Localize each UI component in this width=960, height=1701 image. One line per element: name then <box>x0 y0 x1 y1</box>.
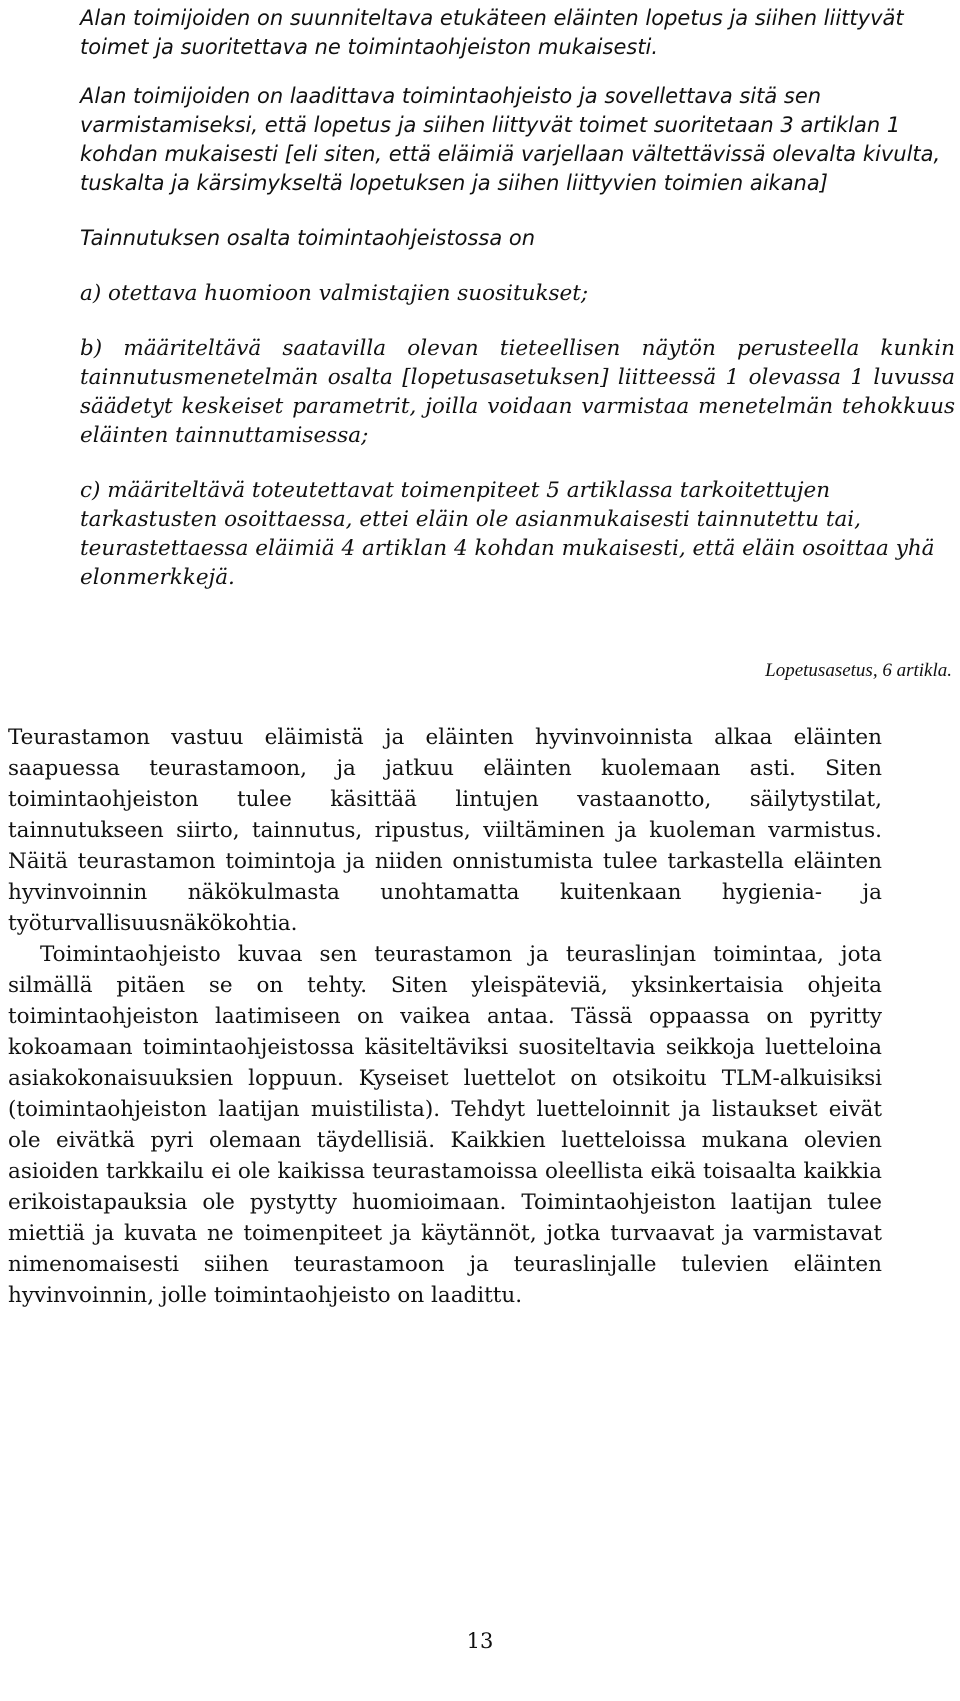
body-paragraph-1: Teurastamon vastuu eläimistä ja eläinten hyvinvoinnista alkaa eläinten saapuessa teurastamoon, ja jatkuu eläinten kuolemaan asti. Siten toimintaohjeiston tulee käsittää lintujen vastaanotto, säilytystilat, tainnutukseen siirto, tainnutus, ripustus, viiltäminen ja kuoleman varmistus. Näitä teurastamon toimintoja ja niiden onnistumista tulee tarkastella eläinten hyvinvoinnin näkökulmasta unohtamatta kuitenkaan hygienia- ja työturvallisuusnäkökohtia. <box>8 725 882 936</box>
quote-item-a: a) otettava huomioon valmistajien suositukset; <box>80 281 589 306</box>
body-paragraph-2: Toimintaohjeisto kuvaa sen teurastamon ja teuraslinjan toimintaa, jota silmällä pitäen se on tehty. Siten yleispäteviä, yksinkertaisia ohjeita toimintaohjeiston laatimiseen on vaikea antaa. Tässä oppaassa on pyritty kokoamaan toimintaohjeistossa käsiteltäviksi suositeltavia seikkoja luetteloina asiakokonaisuuksien loppuun. Kyseiset luettelot on otsikoitu TLM-alkuisiksi (toimintaohjeiston laatijan muistilista). Tehdyt luetteloinnit ja listaukset eivät ole eivätkä pyri olemaan täydellisiä. Kaikkien luetteloissa mukana olevien asioiden tarkkailu ei ole kaikissa teurastamoissa oleellista eikä toisaalta kaikkia erikoistapauksia ole pystytty huomioimaan. Toimintaohjeiston laatijan tulee miettiä ja kuvata ne toimenpiteet ja käytännöt, jotka turvaavat ja varmistavat nimenomaisesti siihen teurastamoon ja teuraslinjalle tulevien eläinten hyvinvoinnin, jolle toimintaohjeisto on laadittu. <box>8 942 882 1308</box>
quote-paragraph-2: Alan toimijoiden on laadittava toimintaohjeisto ja sovellettava sitä sen varmistamiseksi, että lopetus ja siihen liittyvät toimet suoritetaan 3 artiklan 1 kohdan mukaisesti [eli siten, että eläimiä varjellaan vältettävissä olevalta kivulta, tuskalta ja kärsimykseltä lopetuksen ja siihen liittyvien toimien aikana] <box>80 84 941 195</box>
quote-paragraph-1: Alan toimijoiden on suunniteltava etukäteen eläinten lopetus ja siihen liittyvät toimet ja suoritettava ne toimintaohjeiston mukaisesti. <box>80 6 904 59</box>
quote-item-b: b) määriteltävä saatavilla olevan tieteellisen näytön perusteella kunkin tainnutusmenetelmän osalta [lopetusasetuksen] liitteessä 1 olevassa 1 luvussa säädetyt keskeiset parametrit, joilla voidaan varmistaa menetelmän tehokkuus eläinten tainnuttamisessa; <box>80 336 955 448</box>
quote-paragraph-3: Tainnutuksen osalta toimintaohjeistossa on <box>80 226 536 250</box>
page-number: 13 <box>466 1629 494 1653</box>
legal-quote-block <box>80 4 955 592</box>
quote-source-citation: Lopetusasetus, 6 artikla. <box>765 660 952 681</box>
quote-item-c: c) määriteltävä toteutettavat toimenpiteet 5 artiklassa tarkoitettujen tarkastusten osoittaessa, ettei eläin ole asianmukaisesti tainnutettu tai, teurastettaessa eläimiä 4 artiklan 4 kohdan mukaisesti, että eläin osoittaa yhä elonmerkkejä. <box>80 478 935 590</box>
body-text <box>8 722 882 1311</box>
